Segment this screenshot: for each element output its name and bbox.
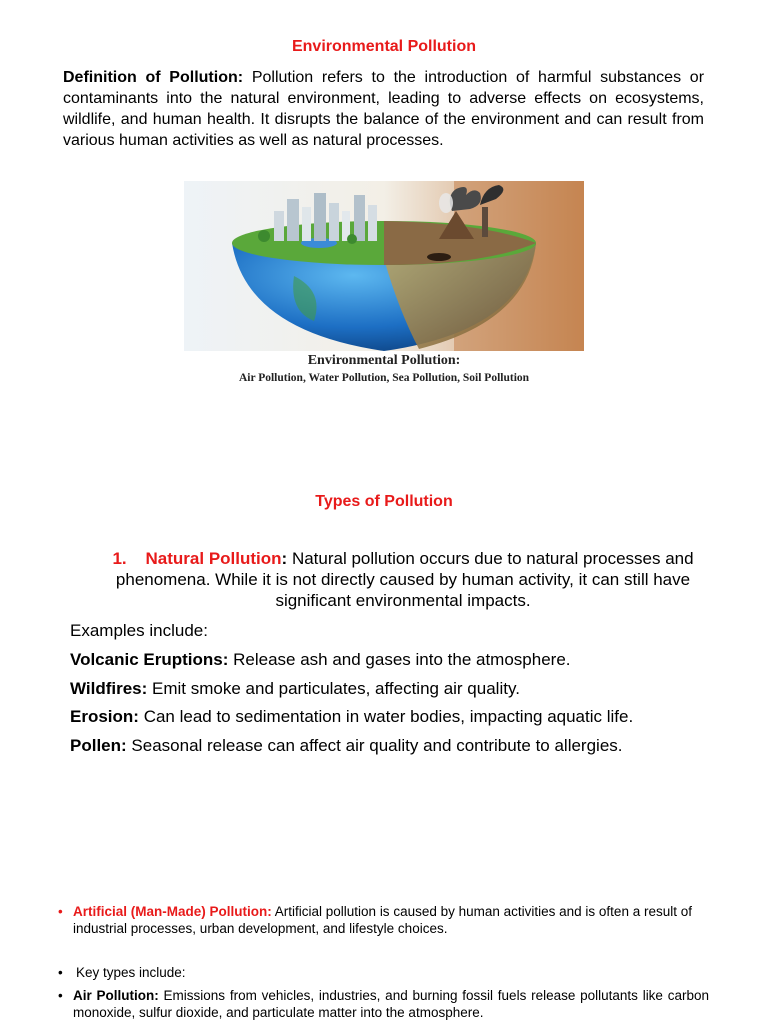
example-text: Release ash and gases into the atmosphere. (233, 650, 571, 669)
definition-text: Pollution refers to the introduction of harmful substances or contaminants into the natural environment, leading to adverse effects on ecosystems, wildlife, and human health. It disrupts the balance of the environment and can result from various human activities as well as natural processes. (63, 69, 705, 149)
example-item (70, 735, 623, 756)
types-heading: Types of Pollution (315, 493, 453, 510)
natural-colon: : (281, 549, 288, 568)
example-label: Wildfires: (70, 679, 148, 698)
earth-globe-image (184, 181, 584, 353)
example-label: Erosion: (70, 707, 139, 726)
bullet-icon: • (58, 965, 63, 980)
caption-title: Environmental Pollution: (307, 353, 461, 368)
list-number: 1. (112, 549, 127, 568)
natural-pollution-text: Natural pollution occurs due to natural processes and phenomena. While it is not directly caused by human activity, it can still have significant environmental impacts. (115, 549, 694, 610)
artificial-label: Artificial (Man-Made) Pollution: (73, 904, 272, 919)
bullet-icon: • (58, 904, 63, 919)
air-text: Emissions from vehicles, industries, and burning fossil fuels release pollutants like carbon monoxide, sulfur dioxide, and particulate matter into the atmosphere. (73, 988, 709, 1020)
air-pollution-item (73, 987, 709, 1021)
air-label: Air Pollution: (73, 988, 159, 1003)
natural-pollution-label: Natural Pollution (145, 549, 282, 568)
artificial-pollution-item (73, 903, 709, 937)
examples-intro: Examples include: (70, 621, 208, 640)
example-label: Pollen: (70, 736, 127, 755)
caption-subtitle: Air Pollution, Water Pollution, Sea Pollution, Soil Pollution (238, 372, 530, 384)
example-item (70, 706, 633, 727)
example-text: Emit smoke and particulates, affecting air quality. (152, 679, 520, 698)
figure-caption (184, 351, 584, 391)
example-item (70, 678, 520, 699)
artificial-text: Artificial pollution is caused by human activities and is often a result of industrial processes, urban development, and lifestyle choices. (73, 904, 692, 936)
bullet-icon: • (58, 988, 63, 1003)
definition-paragraph (63, 67, 704, 151)
key-types-text: Key types include: (76, 965, 186, 980)
definition-label: Definition of Pollution: (63, 69, 244, 86)
example-label: Volcanic Eruptions: (70, 650, 229, 669)
natural-pollution-item (92, 548, 714, 611)
page-title: Environmental Pollution (291, 38, 476, 55)
example-text: Seasonal release can affect air quality and contribute to allergies. (131, 736, 623, 755)
example-text: Can lead to sedimentation in water bodies, impacting aquatic life. (143, 707, 634, 726)
example-item (70, 649, 571, 670)
